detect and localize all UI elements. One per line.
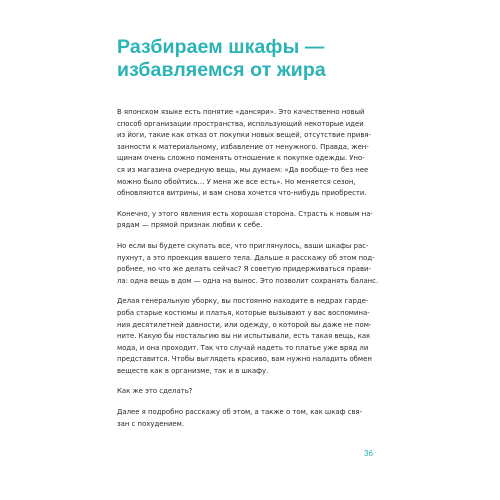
- body-text: [117, 107, 397, 439]
- text-line: зан с похудением.: [117, 419, 185, 428]
- chapter-title-line-2: избавляемся от жира: [117, 59, 326, 81]
- paragraph: [117, 107, 397, 200]
- text-line: мода, и она проходит. Так что случай надеть то платье уже вряд ли: [117, 343, 369, 352]
- text-line: способ организации пространства, использующий некоторые идеи: [117, 119, 364, 128]
- text-line: робнее, но что же делать сейчас? Я советую придерживаться прави-: [117, 265, 371, 274]
- text-line: представится. Чтобы выглядеть красиво, вам нужно наладить обмен: [117, 355, 372, 364]
- text-line: обновляются витрины, и вам снова хочется что-нибудь приобрести.: [117, 189, 367, 198]
- text-line: ся из магазина очередную вещь, мы думаем: «Да вообще-то без нее: [117, 165, 369, 174]
- text-line: В японском языке есть понятие «дансяри». Это качественно новый: [117, 108, 365, 116]
- text-line: ните. Какую бы ностальгию вы ни испытывали, есть такая вещь, как: [117, 332, 371, 341]
- text-line: веществ как в организме, так и в шкафу.: [117, 366, 269, 375]
- chapter-title: [117, 36, 447, 82]
- text-line: Далее я подробно расскажу об этом, а также о том, как шкаф свя-: [117, 408, 363, 417]
- text-line: щинам очень сложно поменять отношение к покупке одежды. Уно-: [117, 154, 365, 163]
- paragraph: [117, 407, 397, 430]
- chapter-title-line-1: Разбираем шкафы —: [117, 36, 325, 58]
- text-line: пухнут, а это проекция вашего тела. Дальше я расскажу об этом под-: [117, 253, 375, 262]
- text-line: рядам — прямой признак любви к себе.: [117, 221, 263, 230]
- page-number: 36: [364, 449, 373, 458]
- paragraph: [117, 386, 397, 398]
- text-line: Конечно, у этого явления есть хорошая сторона. Страсть к новым на-: [117, 209, 373, 218]
- paragraph: [117, 296, 397, 377]
- text-line: Но если вы будете скупать все, что приглянулось, ваши шкафы рас-: [117, 241, 369, 250]
- text-line: Как же это сделать?: [117, 387, 193, 396]
- text-line: ния десятилетней давности, или одежду, о которой вы даже не пом-: [117, 320, 372, 329]
- text-line: из йоги, такие как отказ от покупки новых вещей, отсутствие привя-: [117, 131, 372, 140]
- text-line: можно было обойтись… У меня же все есть». Но меняется сезон,: [117, 177, 356, 186]
- text-line: роба старые костюмы и платья, которые вызывают у вас воспомина-: [117, 308, 370, 317]
- text-line: Делая генеральную уборку, вы постоянно находите в недрах гарде-: [117, 297, 369, 306]
- text-line: ла: одна вещь в дом — одна на вынос. Это позволит сохранять баланс.: [117, 276, 379, 285]
- paragraph: [117, 209, 397, 232]
- paragraph: [117, 241, 397, 287]
- text-line: занности к материальному, избавление от ненужного. Правда, жен-: [117, 142, 369, 151]
